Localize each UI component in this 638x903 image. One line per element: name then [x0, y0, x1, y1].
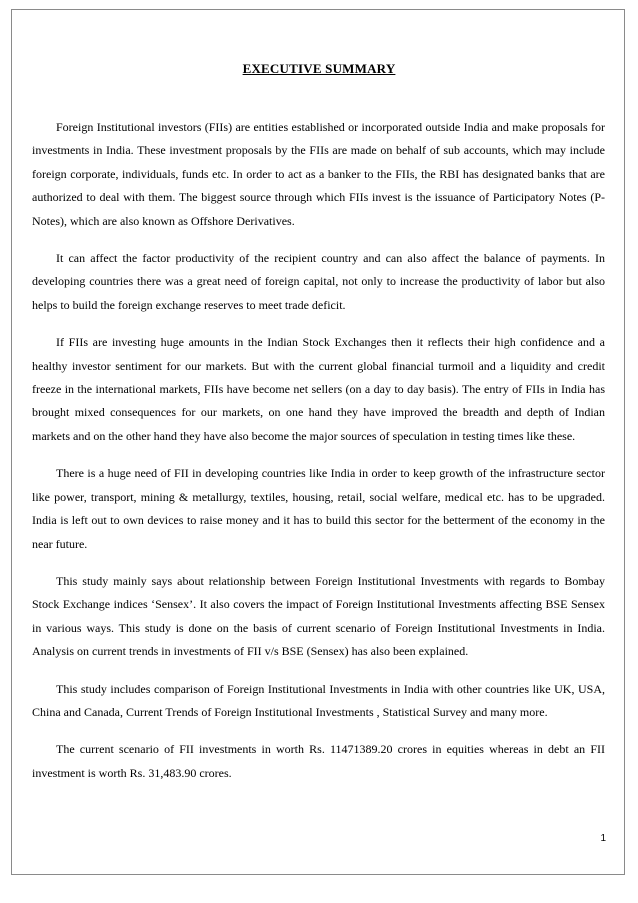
paragraph-3: If FIIs are investing huge amounts in the Indian Stock Exchanges then it reflects their high confidence and a healthy investor sentiment for our markets. But with the current global financial turmoil and a liquidity and credit freeze in the international markets, FIIs have become net sellers (on a day to day basis). The entry of FIIs in India has brought mixed consequences for our markets, on one hand they have improved the breadth and depth of Indian markets and on the other hand they have also become the major sources of speculation in testing times like these.	[32, 335, 605, 443]
paragraph-4: There is a huge need of FII in developing countries like India in order to keep growth of the infrastructure sector like power, transport, mining & metallurgy, textiles, housing, retail, social welfare, medical etc. has to be upgraded. India is left out to own devices to raise money and it has to build this sector for the betterment of the economy in the near future.	[32, 466, 605, 551]
paragraph-6: This study includes comparison of Foreign Institutional Investments in India with other countries like UK, USA, China and Canada, Current Trends of Foreign Institutional Investments , Statistical Survey and many more.	[32, 681, 605, 719]
document-title: EXECUTIVE SUMMARY	[242, 61, 396, 76]
paragraph-7: The current scenario of FII investments in worth Rs. 11471389.20 crores in equities whereas in debt an FII investment is worth Rs. 31,483.90 crores.	[32, 742, 605, 780]
page-number: 1	[600, 833, 606, 844]
paragraph-5: This study mainly says about relationship between Foreign Institutional Investments with regards to Bombay Stock Exchange indices ‘Sensex’. It also covers the impact of Foreign Institutional Investments affecting BSE Sensex in various ways. This study is done on the basis of current scenario of Foreign Institutional Investments in India. Analysis on current trends in investments of FII v/s BSE (Sensex) has also been explained.	[32, 573, 605, 659]
document-body	[32, 116, 605, 799]
paragraph-2: It can affect the factor productivity of the recipient country and can also affect the balance of payments. In developing countries there was a great need of foreign capital, not only to increase the productivity of labor but also helps to build the foreign exchange reserves to meet trade deficit.	[32, 251, 605, 312]
paragraph-1: Foreign Institutional investors (FIIs) are entities established or incorporated outside India and make proposals for investments in India. These investment proposals by the FIIs are made on behalf of sub accounts, which may include foreign corporate, individuals, funds etc. In order to act as a banker to the FIIs, the RBI has designated banks that are authorized to deal with them. The biggest source through which FIIs invest is the issuance of Participatory Notes (P-Notes), which are also known as Offshore Derivatives.	[32, 120, 605, 228]
